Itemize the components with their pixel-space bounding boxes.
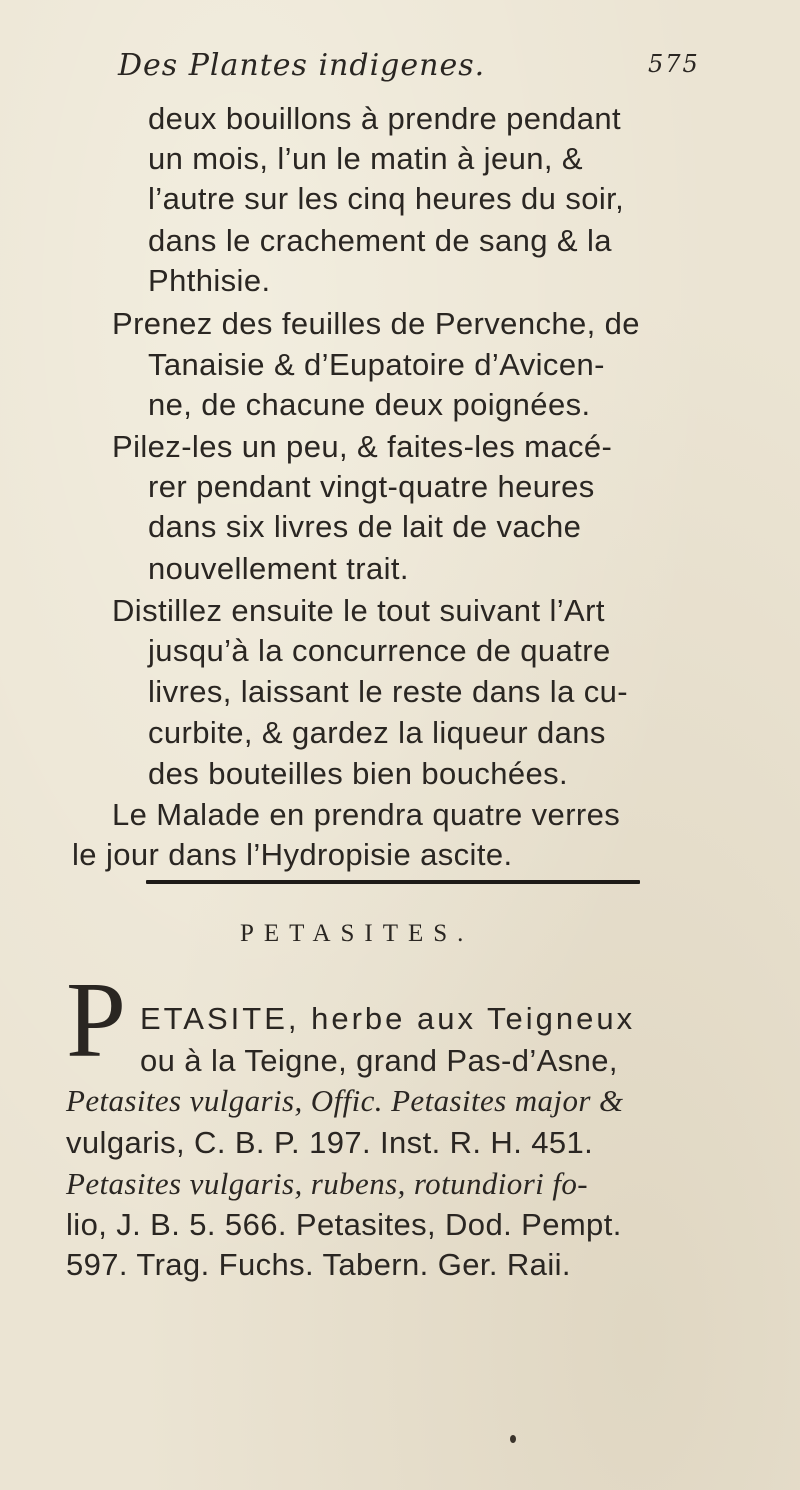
- text-line: deux bouillons à prendre pendant: [148, 101, 621, 136]
- section-heading: PETASITES.: [240, 920, 474, 947]
- text-line: jusqu’à la concurrence de quatre: [148, 633, 611, 668]
- text-line: 597. Trag. Fuchs. Tabern. Ger. Raii.: [66, 1247, 571, 1282]
- text-line: ETASITE, herbe aux Teigneux: [140, 1001, 636, 1036]
- text-line: livres, laissant le reste dans la cu-: [148, 674, 628, 709]
- section-divider-rule: [146, 880, 640, 884]
- text-line: Phthisie.: [148, 263, 271, 298]
- text-line: rer pendant vingt-quatre heures: [148, 469, 595, 504]
- text-line: des bouteilles bien bouchées.: [148, 756, 569, 791]
- text-line: Petasites vulgaris, Offic. Petasites major &: [66, 1083, 624, 1118]
- ink-speck: [510, 1435, 516, 1443]
- text-line: l’autre sur les cinq heures du soir,: [148, 181, 625, 216]
- drop-cap: P: [66, 961, 127, 1080]
- text-line: Distillez ensuite le tout suivant l’Art: [112, 593, 605, 628]
- text-line: Petasites vulgaris, rubens, rotundiori fo-: [66, 1166, 588, 1201]
- text-line: un mois, l’un le matin à jeun, &: [148, 141, 583, 176]
- page-number: 575: [648, 50, 700, 78]
- text-line: Pilez-les un peu, & faites-les macé-: [112, 429, 613, 464]
- text-line: nouvellement trait.: [148, 551, 409, 586]
- text-line: dans six livres de lait de vache: [148, 509, 582, 544]
- text-line: ou à la Teigne, grand Pas-d’Asne,: [140, 1043, 618, 1078]
- text-line: dans le crachement de sang & la: [148, 223, 612, 258]
- running-head-title: Des Plantes indigenes.: [118, 48, 486, 83]
- text-line: Tanaisie & d’Eupatoire d’Avicen-: [148, 347, 605, 382]
- text-line: Le Malade en prendra quatre verres: [112, 797, 621, 832]
- text-line: curbite, & gardez la liqueur dans: [148, 715, 606, 750]
- text-line: Prenez des feuilles de Pervenche, de: [112, 306, 640, 341]
- text-line: vulgaris, C. B. P. 197. Inst. R. H. 451.: [66, 1125, 594, 1160]
- text-line: le jour dans l’Hydropisie ascite.: [72, 837, 513, 872]
- text-line: ne, de chacune deux poignées.: [148, 387, 591, 422]
- running-head: [118, 48, 698, 92]
- text-line: lio, J. B. 5. 566. Petasites, Dod. Pempt.: [66, 1207, 622, 1242]
